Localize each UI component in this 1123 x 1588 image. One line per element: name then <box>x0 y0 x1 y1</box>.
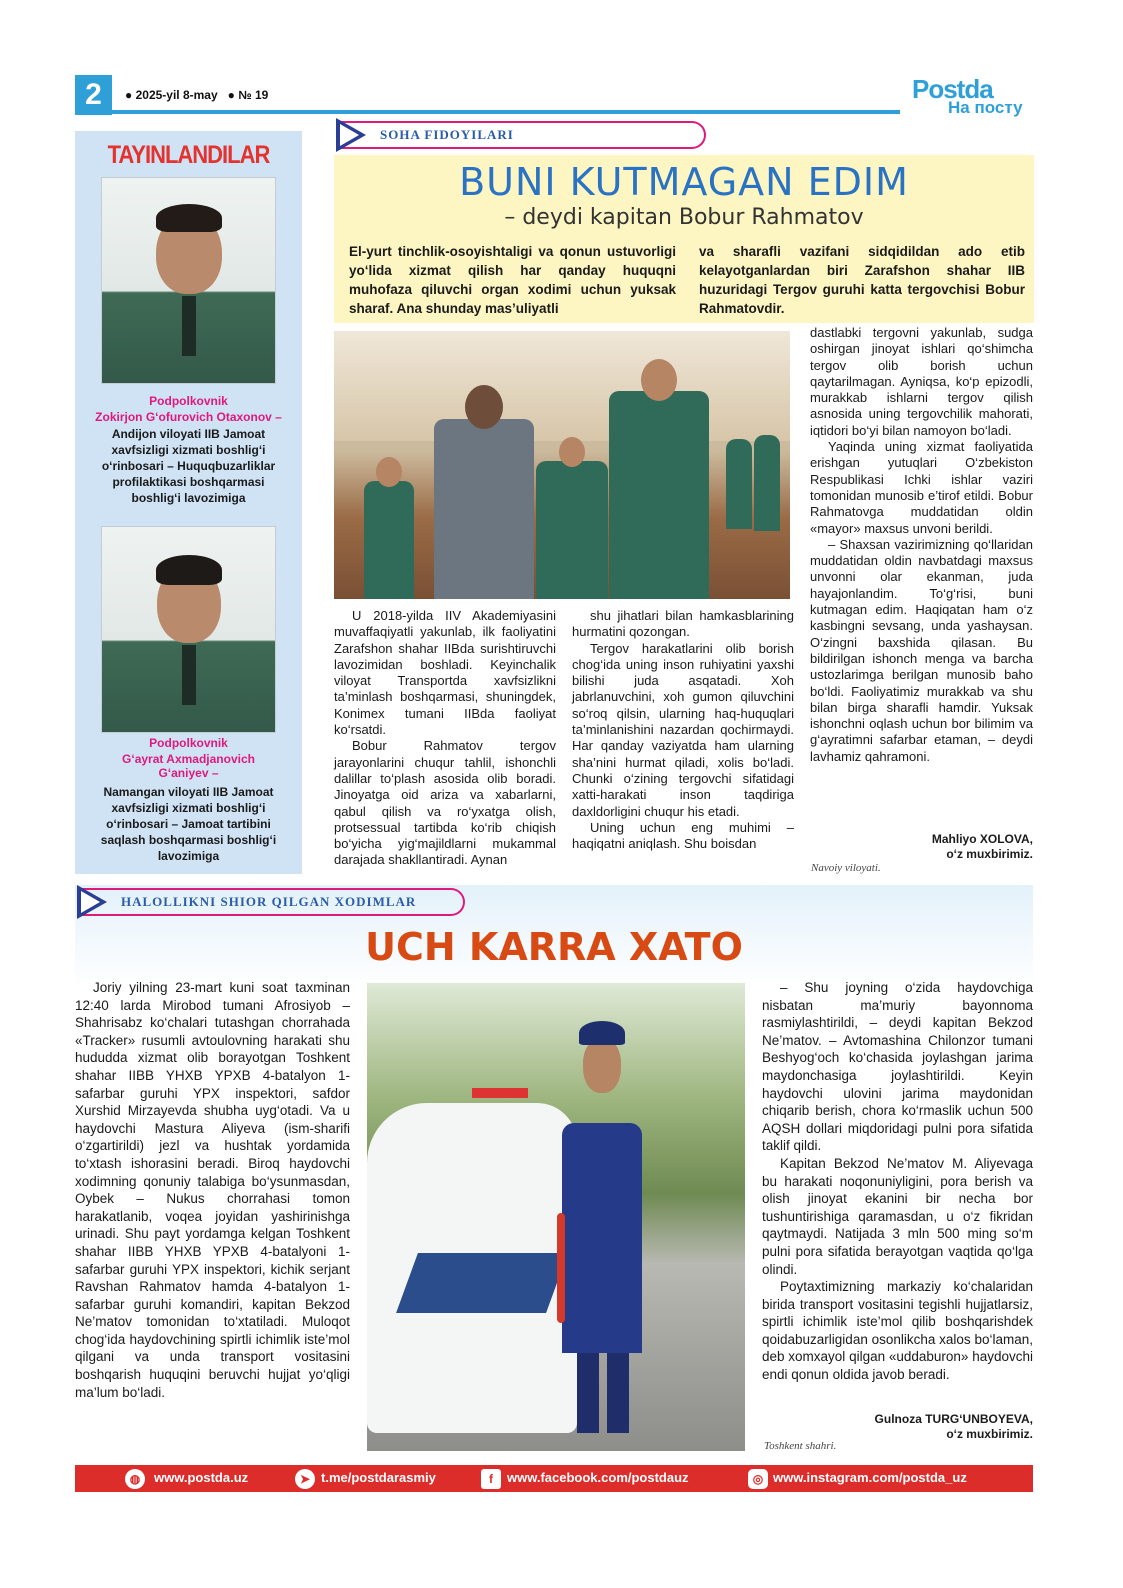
footer-links-bar <box>75 1465 1033 1492</box>
paragraph: – Shu joyning o‘zida haydovchiga nisbatan ma’muriy bayonnoma rasmiylashtirildi, – deydi kapitan Bekzod Ne’matov. – Avtomashina Chilonzor tumani Beshyog‘och ko‘chasida joylashgan jarima maydonchasiga joylashtirildi. Keyin haydovchi ulovini jarima maydonidan chiqarib berish, chora ko‘rmaslik uchun 500 AQSH dollari miqdoridagi pulni pora sifatida taklif qildi. <box>762 980 1033 1154</box>
person-2-name: G‘ayrat Axmadjanovich G‘aniyev – <box>122 752 255 780</box>
award-ceremony-photo <box>334 331 790 599</box>
portrait-photo-2 <box>101 526 276 733</box>
instagram-link[interactable]: www.instagram.com/postda_uz <box>773 1470 967 1485</box>
paragraph: Uning uchun eng muhimi – haqiqatni aniqlash. Shu boisdan <box>572 819 794 852</box>
sidebar-title: TAYINLANDILAR <box>107 140 270 169</box>
paragraph: Poytaxtimizning markaziy ko‘chalaridan birida transport vositasini tegishli hujjatlarsiz, spirtli ichimlik iste’mol qilib boshqarishdek qoidabuzarligidan osonlikcha xalos bo‘laman, deb xomxayol qilgan «uddaburon» haydovchi endi qonun oldida javob beradi. <box>762 1279 1033 1383</box>
bullet-icon: ● <box>227 88 235 102</box>
section-tag-soha-fidoyilari: SOHA FIDOYILARI <box>336 121 706 149</box>
article2-author <box>820 1412 1033 1442</box>
person-2-rank: Podpolkovnik <box>149 736 228 750</box>
paragraph: – Shaxsan vazirimizning qo‘llaridan muddatidan oldin navbatdagi maxsus unvonni olar ekanman, juda hayajonlandim. To‘g‘risi, buni kutmagan edim. Haqiqatan ham o‘z kasbingni sevsang, unda yashaysan. O‘zingni baxshida qilasan. Bu bildirilgan ishonch menga va barcha ustozlarimga berilgan munosib baho bo‘ldi. Faoliyatimiz murakkab va shu bilan birga sharafli hamdir. Yuksak ishonchni oqlash uchun bor bilimim va g‘ayratimni safarbar etaman, – deydi lavhamiz qahramoni. <box>810 536 1033 764</box>
issue-number: № 19 <box>238 88 269 102</box>
article1-author <box>850 832 1033 862</box>
triangle-inner <box>340 124 359 146</box>
facebook-icon: f <box>481 1469 501 1489</box>
paragraph: Yaqinda uning xizmat faoliyatida erishgan yutuqlari O‘zbekiston Respublikasi Ichki ishlar vaziri tomonidan munosib e’tirof etildi. Bobur Rahmatovga muddatidan oldin «mayor» maxsus unvoni berildi. <box>810 439 1033 536</box>
telegram-icon: ➤ <box>295 1469 315 1489</box>
bullet-icon: ● <box>125 88 133 102</box>
triangle-inner <box>81 891 100 913</box>
paragraph: Bobur Rahmatov tergov jarayonlarini chuqur tahlil, ishonchli dalillar to‘plash asosida olib boradi. Jinoyatga oid ariza va xabarlarni, qabul qilish va ro‘yxatga olish, protsessual tartibda ko‘rib chiqish bo‘yicha yig‘majildlarni mukammal darajada shakllantiradi. Aynan <box>334 738 556 868</box>
article1-column-2 <box>572 608 794 852</box>
instagram-icon: ◎ <box>748 1469 768 1489</box>
author-role: o‘z muxbirimiz. <box>946 1427 1033 1441</box>
person-1-rank: Podpolkovnik <box>149 394 228 408</box>
article1-lead-left: El-yurt tinchlik-osoyishtaligi va qonun ustuvorligi yo‘lida xizmat qilish har qanday huquqni muhofaza qiluvchi organ xodimi uchun yuksak sharaf. Ana shunday mas’uliyatli <box>349 244 676 316</box>
website-link[interactable]: www.postda.uz <box>154 1470 249 1485</box>
article1-column-3 <box>810 325 1033 765</box>
facebook-link[interactable]: www.facebook.com/postdauz <box>507 1470 689 1485</box>
logo-na-postu: На посту <box>948 98 1023 117</box>
person-2-position: Namangan viloyati IIB Jamoat xavfsizligi xizmati boshlig‘i o‘rinbosari – Jamoat tartibini saqlash boshqarmasi boshlig‘i lavozimiga <box>100 785 277 863</box>
article2-place: Toshkent shahri. <box>764 1440 837 1452</box>
article2-column-2 <box>762 979 1033 1384</box>
author-name: Gulnoza TURG‘UNBOYEVA, <box>874 1412 1033 1426</box>
portrait-photo-1 <box>101 177 276 384</box>
page-number: 2 <box>75 75 112 115</box>
paragraph: dastlabki tergovni yakunlab, sudga oshirgan jinoyat ishlari qo‘shimcha tergov olib borish uchun qaytarilmagan. Ayniqsa, ko‘p epizodli, murakkab ishlarni tergov qilish asnosida uning tergovchilik mahorati, iqtidori bo‘yi bilan namoyon bo‘ladi. <box>810 325 1033 438</box>
globe-icon: ◍ <box>125 1469 145 1489</box>
paragraph: U 2018-yilda IIV Akademiyasini muvaffaqiyatli yakunlab, ilk faoliyatini Zarafshon shahar IIBda surishtiruvchi lavozimidan boshladi. Keyinchalik viloyat Transportda xavfsizlikni ta’minlash boshqarmasi, shuningdek, Konimex tumani IIBda faoliyat ko‘rsatdi. <box>334 608 556 738</box>
author-role: o‘z muxbirimiz. <box>946 847 1033 861</box>
traffic-officer-photo <box>367 983 745 1451</box>
paragraph: Kapitan Bekzod Ne’matov M. Aliyevaga bu harakati noqonuniyligini, pora berish va olish jinoyat ekanini bir necha bor tushuntirishiga qaramasdan, u o‘z fikridan qaytmaydi. Natijada 3 mln 500 ming so‘m pulni pora sifatida berayotgan vaqtida qo‘lga olindi. <box>762 1155 1033 1277</box>
author-name: Mahliyo XOLOVA, <box>931 832 1033 846</box>
article1-place: Navoiy viloyati. <box>811 862 881 874</box>
issue-date: 2025-yil 8-may <box>135 88 218 102</box>
telegram-link[interactable]: t.me/postdarasmiy <box>321 1470 436 1485</box>
section-tag-halollik: HALOLLIKNI SHIOR QILGAN XODIMLAR <box>77 888 465 916</box>
article2-column-1 <box>75 979 350 1401</box>
article1-lead-right: va sharafli vazifani sidqidildan ado etib kelayotganlardan biri Zarafshon shahar IIB huzuridagi Tergov guruhi katta tergovchisi Bobur Rahmatovdir. <box>699 244 1025 316</box>
paragraph: Tergov harakatlarini olib borish chog‘ida uning inson ruhiyatini yaxshi bilishi juda asqatadi. Xoh jabrlanuvchini, xoh gumon qiluvchini so‘roq qilsin, ularning haq-huquqlari ta’minlanishini nazardan qochirmaydi. Har qanday vaziyatda ham ularning sha’nini hurmat qiladi, xolis bo‘ladi. Chunki o‘zining tergovchi sifatidagi xatti-harakati inson taqdiriga daxldorligini chuqur his etadi. <box>572 640 794 819</box>
logo-postda: Postda <box>912 74 993 104</box>
person-1-position: Andijon viloyati IIB Jamoat xavfsizligi xizmati boshlig‘i o‘rinbosari – Huquqbuzarliklar profilaktikasi boshqarmasi boshlig‘i lavozimiga <box>101 427 276 505</box>
person-1-name: Zokirjon G‘ofurovich Otaxonov – <box>95 410 282 424</box>
article1-subtitle: – deydi kapitan Bobur Rahmatov <box>504 205 864 230</box>
paragraph: Joriy yilning 23-mart kuni soat taxminan 12:40 larda Mirobod tumani Afrosiyob – Shahrisabz ko‘chalari tutashgan chorrahada «Tracker» rusumli avtoulovning harakati shu hududda xizmat olib borayotgan Toshkent shahar IIBB YHXB YPXB 4-batalyon 1-safarbar guruhi YPX inspektori, safdor Xurshid Mirzayevda shubha uyg‘otadi. Va u haydovchi Mastura Aliyeva (ism-sharifi o‘zgartirildi) jezl va hushtak yordamida to‘xtash ishorasini beradi. Biroq haydovchi xodimning qonuniy talabiga bo‘ysunmasdan, Oybek – Nukus chorrahasi tomon harakatlanib, voqea joyidan yashirinishga urinadi. Shu payt yordamga kelgan Toshkent shahar IIBB YHXB YPXB 4-batalyoni 1-safarbar guruhi YPX inspektori, kichik serjant Ravshan Rahmatov hamda 4-batalyon 1-safarbar guruhi komandiri, kapitan Bekzod Ne’matov tomonidan to‘xtatiladi. Muloqot chog‘ida haydovchining spirtli ichimlik iste’mol qilgani va unda transport vositasini boshqarish huquqini beruvchi hujjat yo‘qligi ma’lum bo‘ladi. <box>75 980 350 1400</box>
paragraph: shu jihatlari bilan hamkasblarining hurmatini qozongan. <box>572 608 794 640</box>
article1-column-1 <box>334 608 556 869</box>
issue-info <box>125 88 268 102</box>
article2-title: UCH KARRA XATO <box>365 925 743 969</box>
header-rule <box>112 110 900 114</box>
article1-title: BUNI KUTMAGAN EDIM <box>459 160 909 204</box>
